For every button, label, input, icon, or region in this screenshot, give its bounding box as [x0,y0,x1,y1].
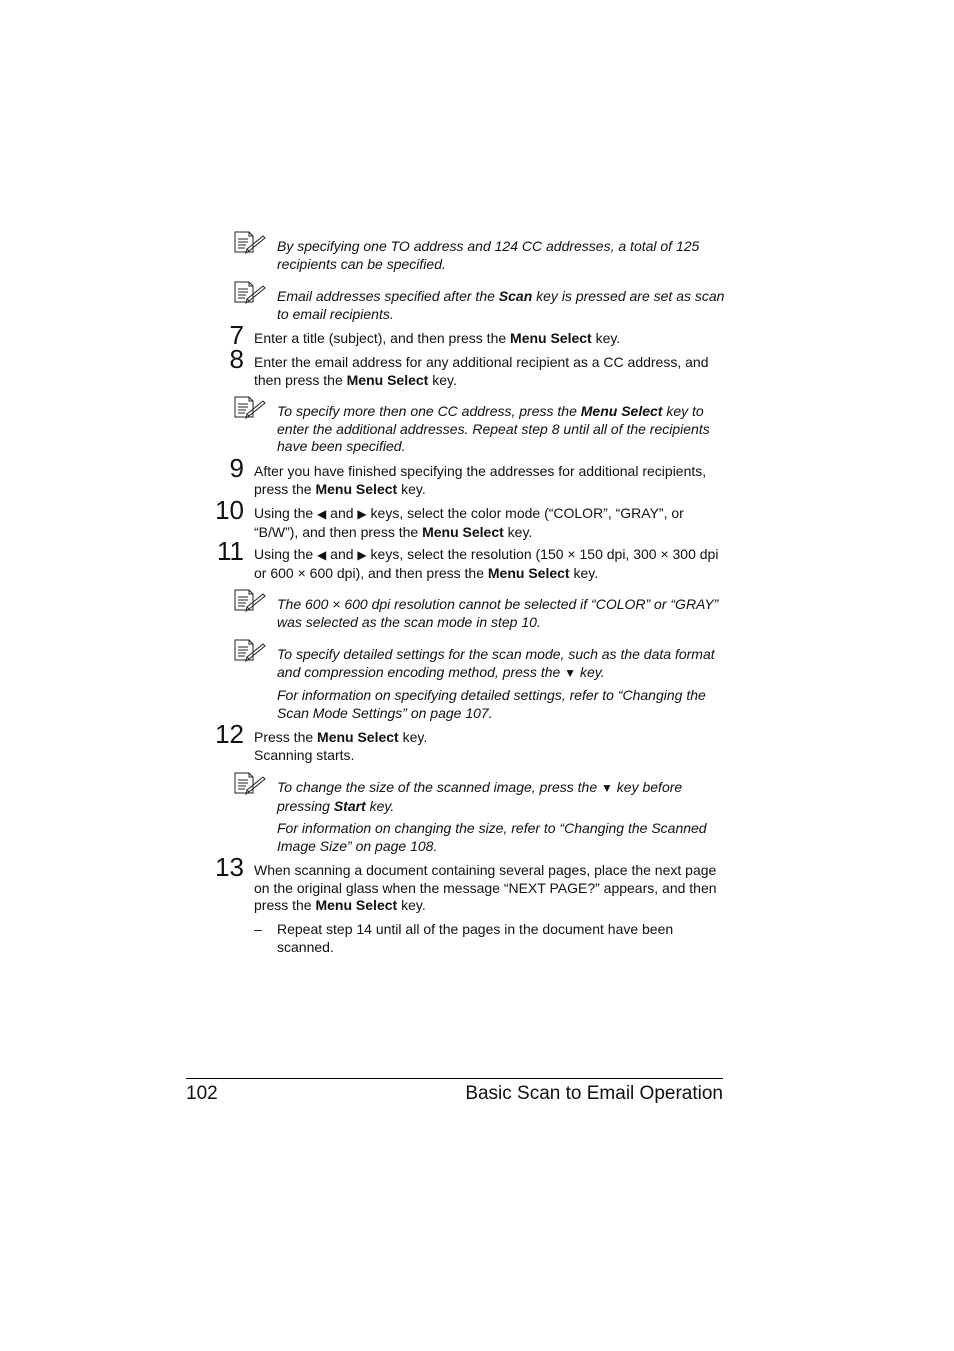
note-text: The 600 × 600 dpi resolution cannot be selected if “COLOR” or “GRAY” was selected as the scan mode in step 10. [277,596,719,630]
footer-rule [186,1078,723,1079]
page-number: 102 [186,1083,218,1104]
step-number: 11 [217,536,244,566]
step-number: 13 [215,852,244,882]
note-text: To specify more then one CC address, press the Menu Select key to enter the additional addresses. Repeat step 8 until all of the recipients have been specified. [277,403,710,454]
step-text: Enter the email address for any additional recipient as a CC address, and then press the Menu Select key. [254,354,709,388]
note-text: For information on specifying detailed settings, refer to “Changing the Scan Mode Settings” on page 107. [277,687,706,721]
note-text: For information on changing the size, refer to “Changing the Scanned Image Size” on page 108. [277,820,707,854]
note-pencil-icon [233,771,267,795]
step-number: 10 [215,495,244,525]
note-text: To specify detailed settings for the scan mode, such as the data format and compression encoding method, press the ▼ key. [277,646,715,680]
step-text: When scanning a document containing several pages, place the next page on the original glass when the message “NEXT PAGE?” appears, and then press the Menu Select key. [254,862,717,913]
left-arrow-icon: ◀ [317,548,327,562]
step-number: 9 [229,453,244,483]
note-pencil-icon [233,395,267,419]
left-arrow-icon: ◀ [317,507,327,521]
down-arrow-icon: ▼ [564,665,577,680]
step-number: 8 [229,344,244,374]
list-dash: – [254,921,262,937]
step-number: 7 [229,320,244,350]
down-arrow-icon: ▼ [601,781,613,795]
section-title: Basic Scan to Email Operation [465,1083,723,1104]
note-pencil-icon [233,638,267,662]
step-text: Using the ◀ and ▶ keys, select the color mode (“COLOR”, “GRAY”, or “B/W”), and then press the Menu Select key. [254,505,684,540]
note-pencil-icon [233,280,267,304]
note-pencil-icon [233,588,267,612]
step-text: Press the Menu Select key. Scanning starts. [254,729,428,763]
sub-item-text: Repeat step 14 until all of the pages in the document have been scanned. [277,921,674,955]
step-text: After you have finished specifying the addresses for additional recipients, press the Menu Select key. [254,463,707,497]
note-pencil-icon [233,230,267,254]
note-text: Email addresses specified after the Scan key is pressed are set as scan to email recipients. [277,288,725,322]
step-number: 12 [215,719,244,749]
note-text: To change the size of the scanned image, press the ▼ key before pressing Start key. [277,779,683,814]
right-arrow-icon: ▶ [357,548,367,562]
step-text: Using the ◀ and ▶ keys, select the resolution (150 × 150 dpi, 300 × 300 dpi or 600 × 600 dpi), and then press the Menu Select key. [254,546,719,581]
note-text: By specifying one TO address and 124 CC addresses, a total of 125 recipients can be specified. [277,238,700,272]
step-text: Enter a title (subject), and then press the Menu Select key. [254,330,621,346]
right-arrow-icon: ▶ [357,507,367,521]
